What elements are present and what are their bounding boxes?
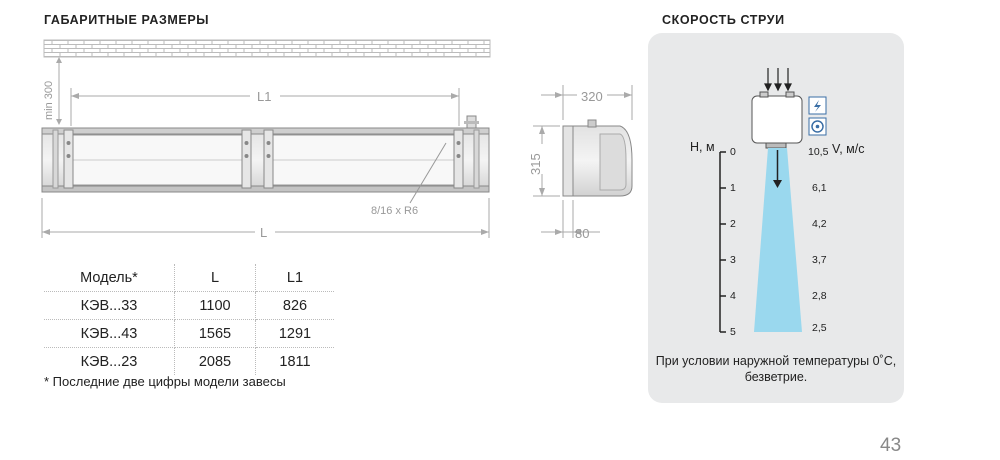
height-tick: 2 [730, 218, 736, 230]
column-header: L1 [256, 264, 335, 292]
velocity-value: 3,7 [812, 254, 827, 266]
table-footnote: * Последние две цифры модели завесы [44, 374, 286, 389]
table-cell: 826 [256, 292, 335, 320]
heater-unit-icon [752, 96, 802, 143]
airflow-arrows [765, 68, 791, 90]
table-cell: КЭВ...43 [44, 320, 175, 348]
min300-label: min 300 [43, 80, 55, 120]
velocity-value: 10,5 [808, 146, 829, 158]
power-icon [809, 97, 826, 114]
height-tick: 5 [730, 326, 736, 338]
table-cell: КЭВ...33 [44, 292, 175, 320]
w320-label: 320 [581, 89, 603, 104]
dimensions-heading: ГАБАРИТНЫЕ РАЗМЕРЫ [44, 13, 210, 27]
callout-label: 8/16 x R6 [371, 205, 419, 217]
velocity-value: 2,8 [812, 290, 827, 302]
condition-note: При условии наружной температуры 0˚С, безветрие. [655, 354, 897, 384]
table-cell: 1565 [175, 320, 256, 348]
table-cell: 1100 [175, 292, 256, 320]
velocity-value: 2,5 [812, 322, 827, 334]
height-axis-label: Н, м [690, 140, 715, 154]
column-header: Модель* [44, 264, 175, 292]
height-tick: 3 [730, 254, 736, 266]
fan-icon [809, 118, 826, 135]
table-cell: КЭВ...23 [44, 348, 175, 376]
height-tick: 1 [730, 182, 736, 194]
velocity-axis-label: V, м/с [832, 142, 865, 156]
L-label: L [260, 225, 268, 240]
height-tick: 4 [730, 290, 736, 302]
L1-label: L1 [257, 89, 272, 104]
w80-label: 80 [575, 226, 590, 241]
table-cell: 1291 [256, 320, 335, 348]
velocity-value: 6,1 [812, 182, 827, 194]
velocity-value: 4,2 [812, 218, 827, 230]
page-number: 43 [880, 435, 902, 456]
jet-speed-heading: СКОРОСТЬ СТРУИ [662, 13, 785, 27]
column-header: L [175, 264, 256, 292]
table-cell: 1811 [256, 348, 335, 376]
h315-label: 315 [528, 153, 543, 175]
table-cell: 2085 [175, 348, 256, 376]
height-tick: 0 [730, 146, 736, 158]
